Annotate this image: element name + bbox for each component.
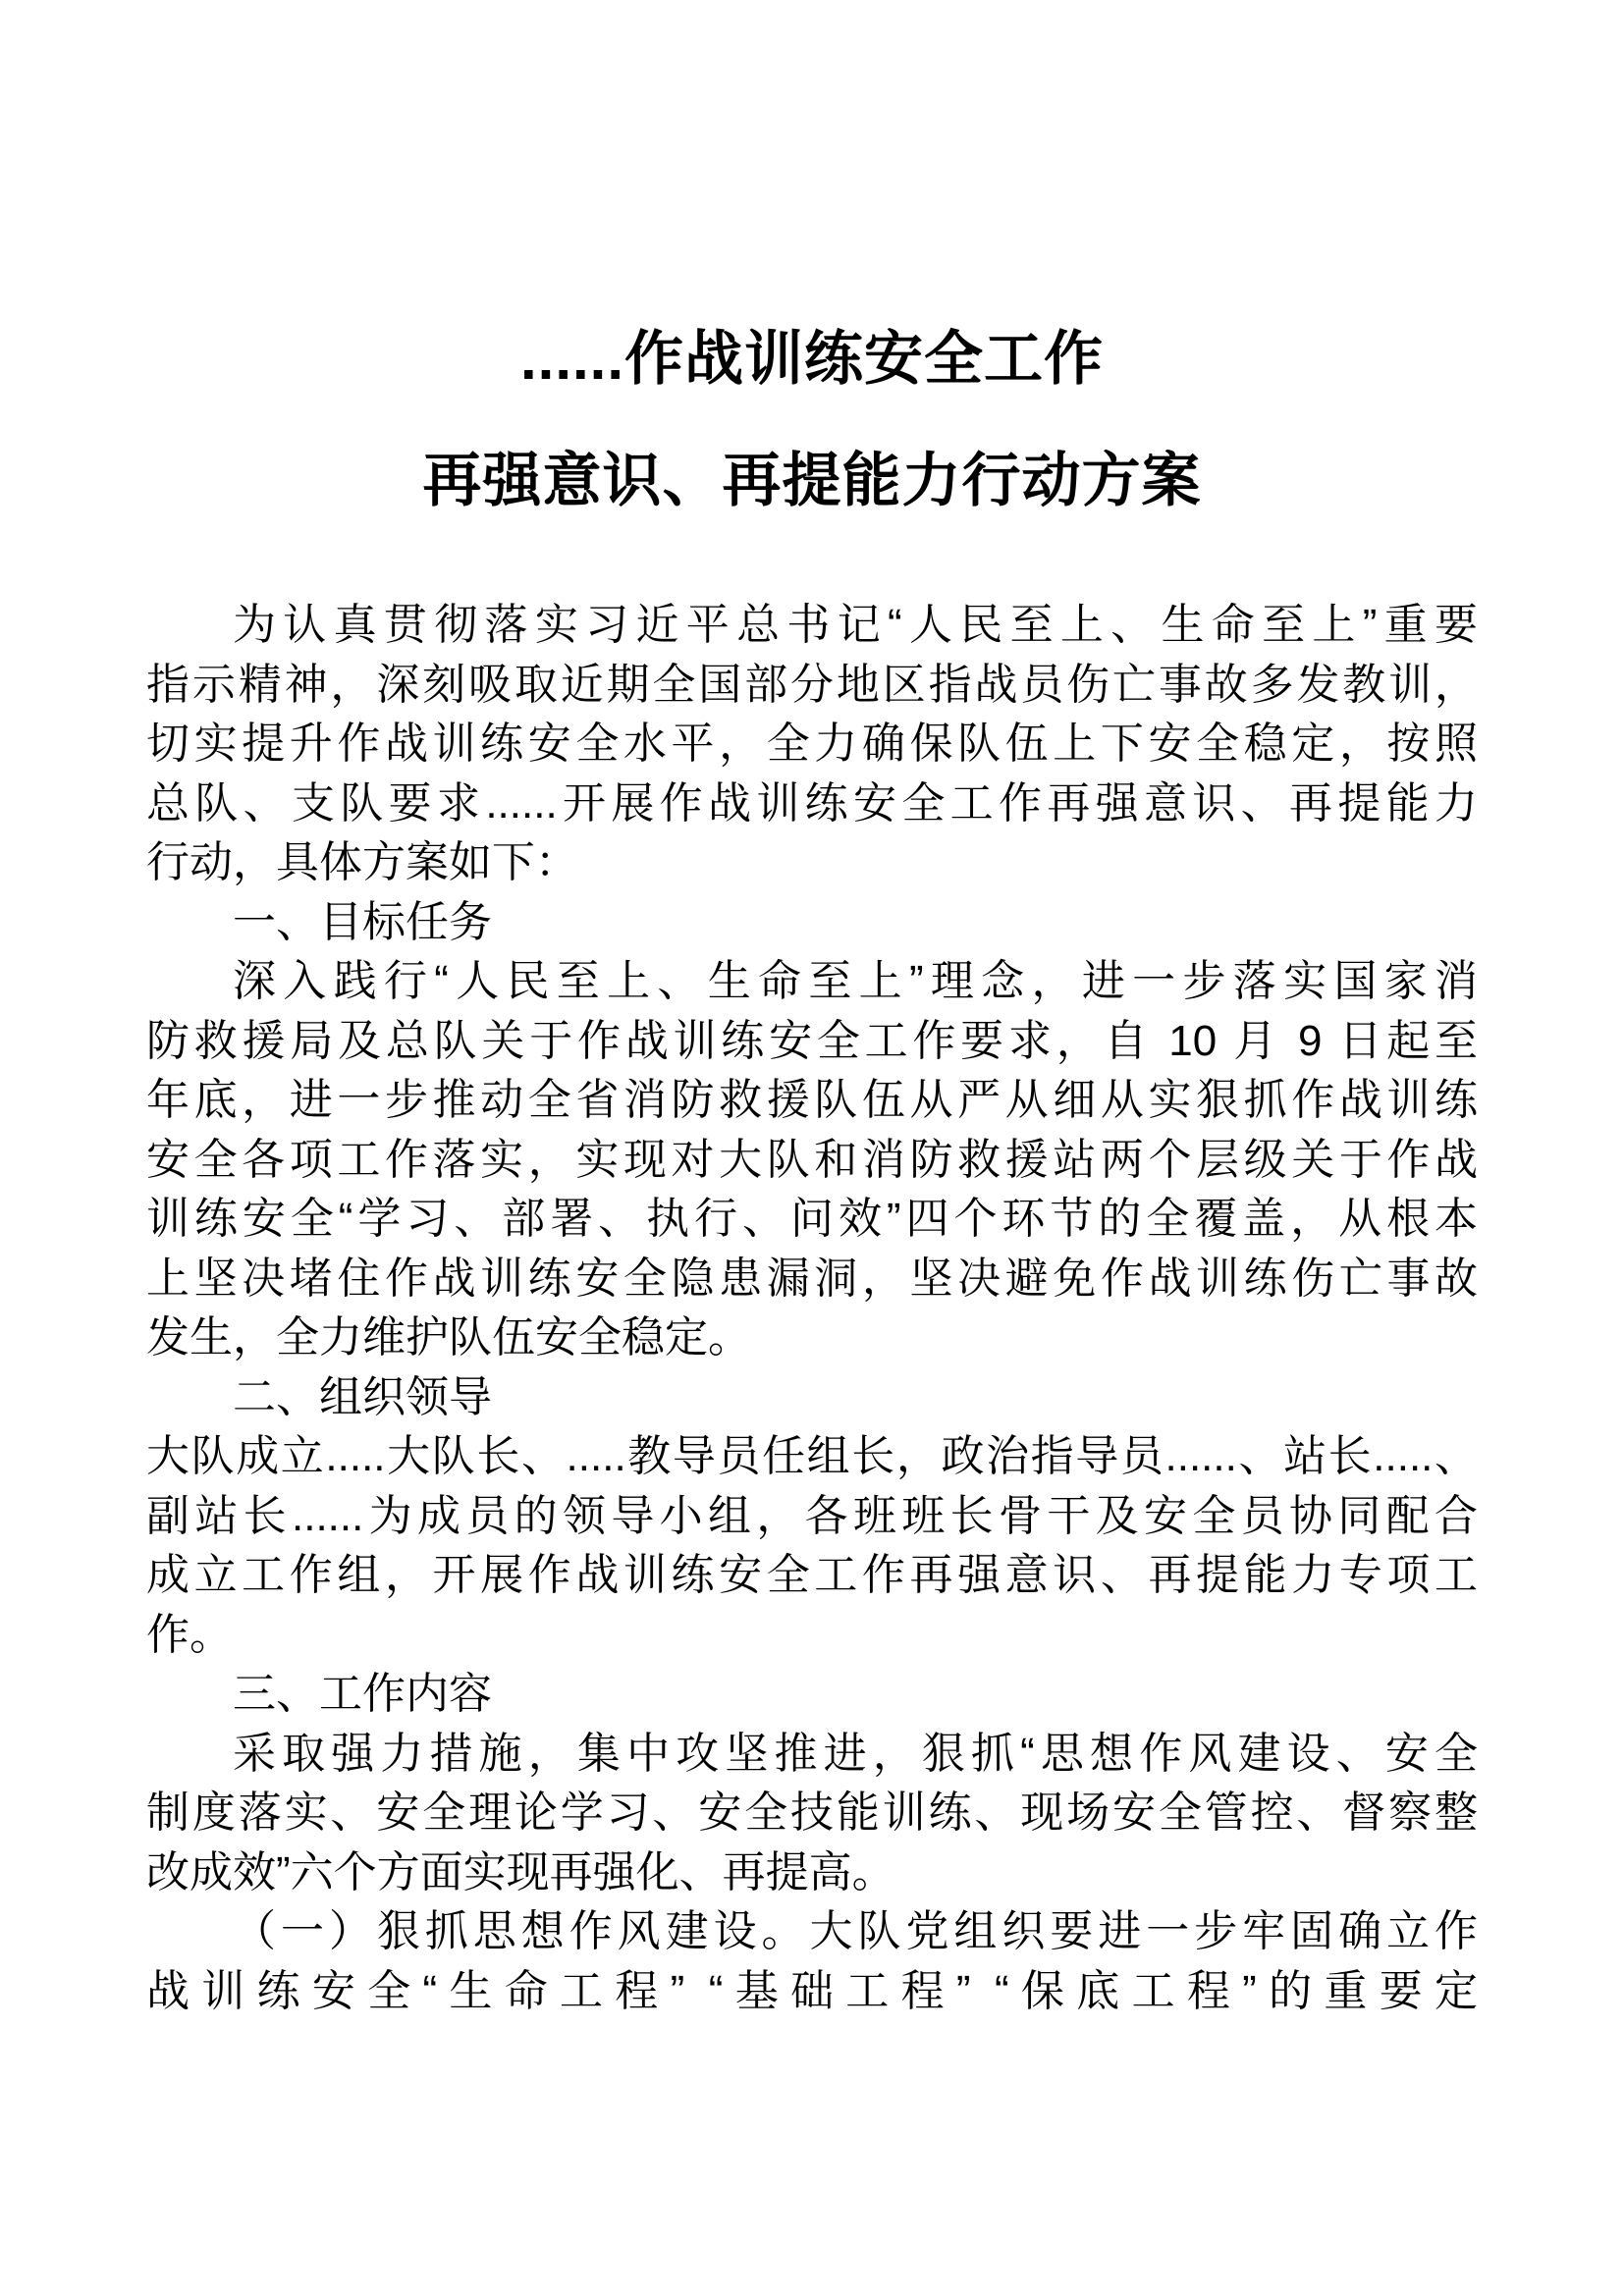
text-line: 作。 [146,1610,233,1659]
text-line: 年底，进一步推动全省消防救援队伍从严从细从实狠抓作战训练 [146,1076,1478,1124]
text-line: 上坚决堵住作战训练安全隐患漏洞，坚决避免作战训练伤亡事故 [146,1254,1478,1303]
text-line: 安全各项工作落实，实现对大队和消防救援站两个层级关于作战 [146,1135,1478,1184]
document-title [146,324,1478,516]
text-line: 指示精神，深刻吸取近期全国部分地区指战员伤亡事故多发教训， [146,660,1478,709]
text-line: 深入践行“人民至上、生命至上”理念，进一步落实国家消 [233,957,1478,1005]
text-line: （一）狠抓思想作风建设。大队党组织要进一步牢固确立作 [233,1907,1478,1955]
text-line: 战训练安全“生命工程” “基础工程” “保底工程”的重要定 [146,1966,1478,2015]
text-line: 副站长......为成员的领导小组，各班班长骨干及安全员协同配合 [146,1491,1478,1540]
document-title-line-2: 再强意识、再提能力行动方案 [422,448,1202,513]
text-line: 总队、支队要求......开展作战训练安全工作再强意识、再提能力 [146,778,1478,828]
text-line: 改成效”六个方面实现再强化、再提高。 [146,1847,895,1896]
text-line: 发生，全力维护队伍安全稳定。 [146,1313,751,1362]
text-line: 二、组织领导 [233,1372,492,1421]
text-line: 防救援局及总队关于作战训练安全工作要求，自 10 月 9 日起至 [146,1016,1478,1065]
text-line: 切实提升作战训练安全水平，全力确保队伍上下安全稳定，按照 [146,720,1478,768]
document-title-line-1: ......作战训练安全工作 [519,326,1105,392]
text-line: 一、目标任务 [233,897,492,946]
text-line: 训练安全“学习、部署、执行、问效”四个环节的全覆盖，从根本 [146,1195,1478,1243]
text-line: 三、工作内容 [233,1670,492,1718]
text-line: 行动，具体方案如下： [146,838,578,886]
text-line: 大队成立.....大队长、.....教导员任组长，政治指导员......、站长.....、 [146,1432,1478,1480]
document-body [146,596,1478,2021]
text-line: 为认真贯彻落实习近平总书记“人民至上、生命至上”重要 [233,601,1478,649]
text-line: 制度落实、安全理论学习、安全技能训练、现场安全管控、督察整 [146,1789,1478,1837]
text-line: 采取强力措施，集中攻坚推进，狠抓“思想作风建设、安全 [233,1729,1478,1778]
text-line: 成立工作组，开展作战训练安全工作再强意识、再提能力专项工 [146,1551,1478,1599]
